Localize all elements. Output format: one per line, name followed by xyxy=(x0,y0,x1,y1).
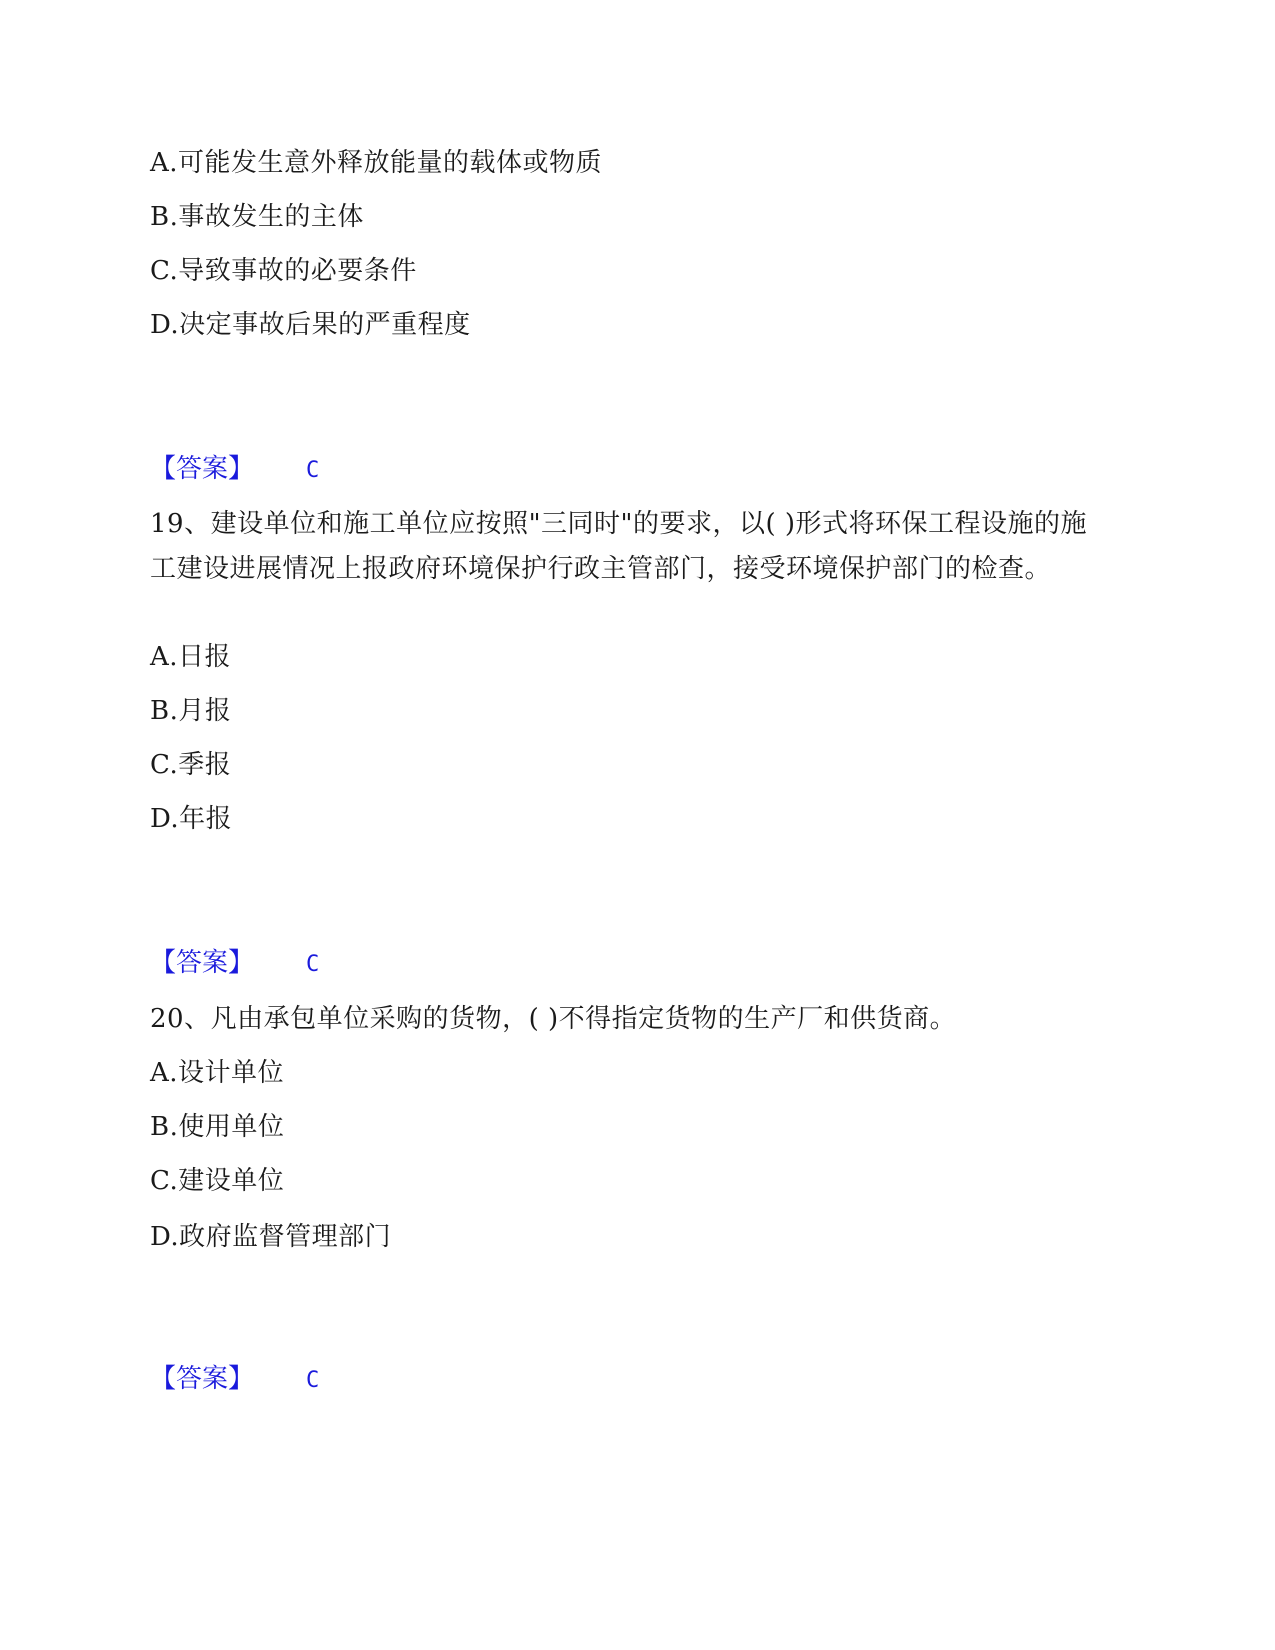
q20-answer-label: 【答案】 xyxy=(150,1364,255,1394)
q20-stem: 20、凡由承包单位采购的货物，( )不得指定货物的生产厂和供货商。 xyxy=(150,1004,957,1034)
q20-option-a: A.设计单位 xyxy=(150,1058,285,1088)
q19-option-c: C.季报 xyxy=(150,750,232,780)
q18-option-c: C.导致事故的必要条件 xyxy=(150,256,417,286)
q20-option-d: D.政府监督管理部门 xyxy=(150,1222,392,1252)
q19-answer xyxy=(150,948,319,980)
q18-option-a: A.可能发生意外释放能量的载体或物质 xyxy=(150,148,603,178)
q19-stem: 19、建设单位和施工单位应按照"三同时"的要求，以( )形式将环保工程设施的施工建设进展情况上报政府环境保护行政主管部门，接受环境保护部门的检查。 xyxy=(150,509,1088,584)
q18-option-b: B.事故发生的主体 xyxy=(150,202,364,232)
q18-option-d: D.决定事故后果的严重程度 xyxy=(150,310,471,340)
q18-answer xyxy=(150,454,319,486)
q20-answer xyxy=(150,1364,319,1396)
q20-option-c: C.建设单位 xyxy=(150,1166,285,1196)
q20-answer-value: C xyxy=(306,1368,320,1393)
q19-answer-label: 【答案】 xyxy=(150,948,255,978)
q20-option-b: B.使用单位 xyxy=(150,1112,285,1142)
q18-answer-label: 【答案】 xyxy=(150,454,255,484)
q19-option-a: A.日报 xyxy=(150,642,232,672)
q18-answer-value: C xyxy=(306,458,320,483)
q19-option-b: B.月报 xyxy=(150,696,232,726)
q19-answer-value: C xyxy=(306,952,320,977)
q19-option-d: D.年报 xyxy=(150,804,233,834)
